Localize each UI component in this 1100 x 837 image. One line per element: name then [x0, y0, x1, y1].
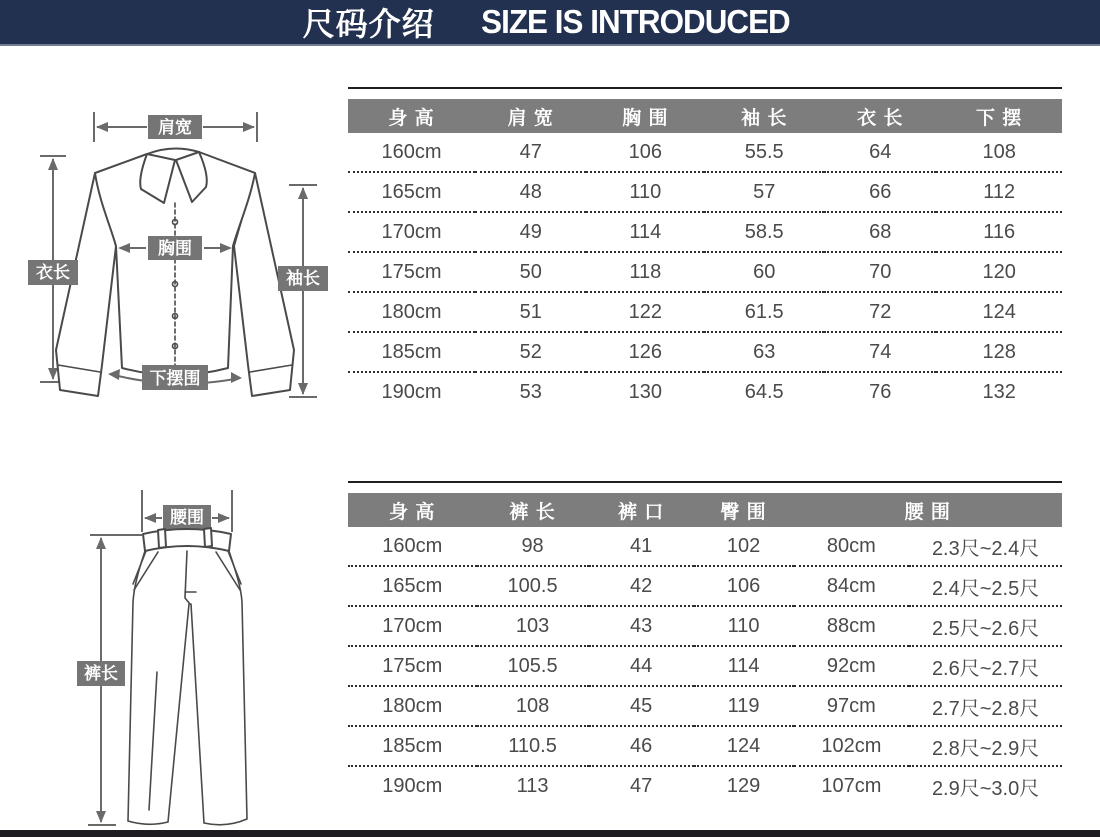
cell: 2.9尺~3.0尺	[931, 777, 1040, 800]
cell: 52	[475, 332, 586, 372]
cell: 185cm	[348, 726, 477, 766]
cell: 190cm	[381, 380, 442, 403]
table-row	[348, 566, 1062, 606]
column-header: 肩 宽	[475, 99, 586, 133]
table-row	[348, 726, 1062, 766]
cell: 2.8尺~2.9尺	[909, 726, 1062, 766]
cell: 98	[477, 527, 589, 566]
banner-title-chinese: 尺码介绍	[302, 6, 435, 42]
cell: 126	[586, 332, 704, 372]
cell: 110	[586, 172, 704, 212]
cell: 124	[936, 292, 1062, 332]
shirt-size-table	[348, 87, 1062, 411]
cell: 2.3尺~2.4尺	[909, 527, 1062, 566]
cell: 46	[589, 726, 694, 766]
cell: 68	[824, 212, 936, 252]
pants-length-label: 裤长	[84, 664, 118, 683]
cell: 50	[475, 252, 586, 292]
table-row	[348, 527, 1062, 566]
bottom-border-bar	[0, 830, 1100, 837]
title-banner	[0, 0, 1100, 46]
cell: 72	[824, 292, 936, 332]
cell: 2.7尺~2.8尺	[909, 686, 1062, 726]
cell: 58.5	[704, 212, 824, 252]
table-top-rule	[348, 481, 1062, 483]
cell: 49	[475, 212, 586, 252]
cell: 165cm	[348, 172, 475, 212]
cell: 76	[869, 380, 892, 403]
sleeve-length-label: 袖长	[286, 269, 320, 288]
cell: 129	[726, 774, 761, 797]
cell: 70	[824, 252, 936, 292]
cell: 80cm	[794, 527, 910, 566]
cell: 43	[589, 606, 694, 646]
cell: 108	[477, 686, 589, 726]
shoulder-width-arrow	[94, 112, 257, 142]
table-row	[348, 133, 1062, 172]
table-row	[348, 606, 1062, 646]
column-header: 臀 围	[694, 493, 794, 527]
cell: 106	[694, 566, 794, 606]
column-header: 裤 口	[589, 493, 694, 527]
cell: 185cm	[348, 332, 475, 372]
cell: 45	[589, 686, 694, 726]
cell: 74	[824, 332, 936, 372]
cell: 112	[936, 172, 1062, 212]
cell: 42	[589, 566, 694, 606]
column-header: 腰 围	[794, 493, 1062, 527]
pants-outline	[128, 528, 247, 825]
garment-length-label: 衣长	[36, 263, 70, 282]
cell: 63	[704, 332, 824, 372]
column-header: 胸 围	[586, 99, 704, 133]
cell: 175cm	[348, 252, 475, 292]
cell: 165cm	[348, 566, 477, 606]
pants-size-table	[348, 481, 1062, 805]
cell: 113	[516, 774, 549, 797]
cell: 122	[586, 292, 704, 332]
cell: 53	[519, 380, 542, 403]
waist-arrow	[142, 490, 232, 532]
cell: 110	[694, 606, 794, 646]
shirt-table-header-row	[348, 99, 1062, 133]
hem-label: 下摆围	[149, 369, 201, 388]
table-row	[348, 252, 1062, 292]
cell: 41	[589, 527, 694, 566]
column-header: 身 高	[348, 99, 475, 133]
cell: 66	[824, 172, 936, 212]
cell: 170cm	[348, 212, 475, 252]
cell: 128	[936, 332, 1062, 372]
table-row	[348, 766, 1062, 805]
cell: 47	[475, 133, 586, 172]
cell: 106	[586, 133, 704, 172]
cell: 61.5	[704, 292, 824, 332]
cell: 110.5	[477, 726, 589, 766]
pants-table-header-row	[348, 493, 1062, 527]
cell: 124	[694, 726, 794, 766]
shirt-measurement-diagram	[0, 60, 350, 420]
cell: 97cm	[794, 686, 910, 726]
cell: 107cm	[821, 774, 882, 797]
column-header: 下 摆	[936, 99, 1062, 133]
cell: 57	[704, 172, 824, 212]
cell: 118	[586, 252, 704, 292]
cell: 100.5	[477, 566, 589, 606]
cell: 92cm	[794, 646, 910, 686]
table-row	[348, 332, 1062, 372]
table-top-rule	[348, 87, 1062, 89]
cell: 132	[982, 380, 1016, 403]
cell: 64.5	[744, 380, 784, 403]
cell: 103	[477, 606, 589, 646]
table-row	[348, 292, 1062, 332]
cell: 119	[694, 686, 794, 726]
cell: 114	[694, 646, 794, 686]
cell: 88cm	[794, 606, 910, 646]
pants-length-arrow	[77, 535, 142, 825]
cell: 114	[586, 212, 704, 252]
chest-label: 胸围	[158, 239, 192, 258]
cell: 160cm	[348, 527, 477, 566]
table-row	[348, 372, 1062, 411]
cell: 116	[936, 212, 1062, 252]
cell: 2.4尺~2.5尺	[909, 566, 1062, 606]
column-header: 身 高	[348, 493, 477, 527]
cell: 102cm	[794, 726, 910, 766]
pants-measurement-diagram	[0, 472, 350, 837]
shoulder-label: 肩宽	[158, 118, 192, 137]
waist-label: 腰围	[170, 508, 204, 527]
table-row	[348, 172, 1062, 212]
cell: 2.5尺~2.6尺	[909, 606, 1062, 646]
column-header: 裤 长	[477, 493, 589, 527]
banner-title-english: SIZE IS INTRODUCED	[480, 3, 790, 40]
cell: 120	[936, 252, 1062, 292]
cell: 180cm	[348, 686, 477, 726]
cell: 108	[936, 133, 1062, 172]
table-row	[348, 686, 1062, 726]
cell: 2.6尺~2.7尺	[909, 646, 1062, 686]
cell: 130	[628, 380, 663, 403]
cell: 51	[475, 292, 586, 332]
column-header: 衣 长	[824, 99, 936, 133]
table-row	[348, 646, 1062, 686]
cell: 47	[629, 774, 653, 797]
cell: 60	[704, 252, 824, 292]
table-row	[348, 212, 1062, 252]
cell: 64	[824, 133, 936, 172]
cell: 44	[589, 646, 694, 686]
cell: 175cm	[348, 646, 477, 686]
column-header: 袖 长	[704, 99, 824, 133]
cell: 55.5	[704, 133, 824, 172]
cell: 180cm	[348, 292, 475, 332]
cell: 48	[475, 172, 586, 212]
cell: 102	[694, 527, 794, 566]
shirt-outline	[56, 148, 294, 396]
cell: 160cm	[348, 133, 475, 172]
cell: 84cm	[794, 566, 910, 606]
cell: 105.5	[477, 646, 589, 686]
cell: 190cm	[382, 774, 443, 797]
cell: 170cm	[348, 606, 477, 646]
